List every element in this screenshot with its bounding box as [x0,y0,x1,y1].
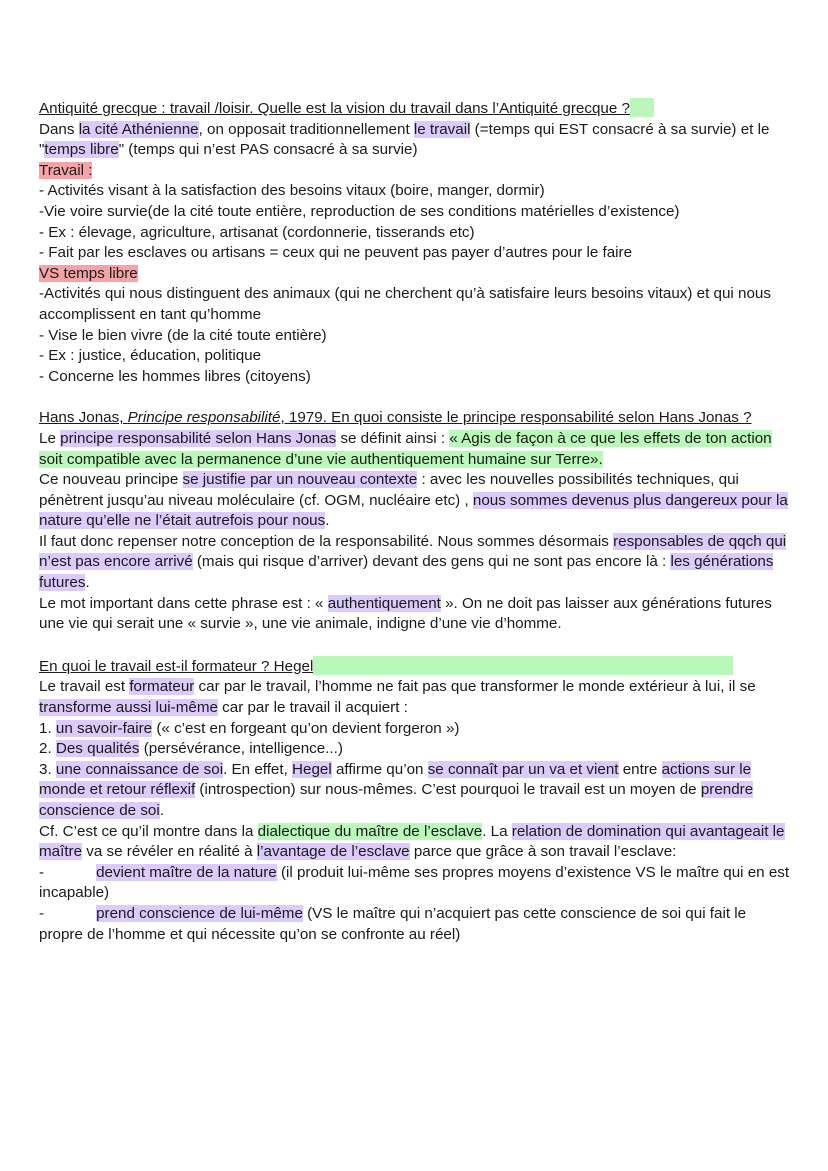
highlight: la cité Athénienne [78,120,199,138]
highlight: une connaissance de soi [55,760,224,778]
highlight: relation de domination qui avantageait le maître [39,822,785,861]
list-item: - Vise le bien vivre (de la cité toute entière) [39,326,327,344]
highlight: responsables de qqch qui n’est pas encore arrivé [39,532,787,571]
section-heading-jonas: Hans Jonas, Principe responsabilité, 1979. En quoi consiste le principe responsabilité selon Hans Jonas ? [39,409,752,427]
highlight: le travail [413,120,471,138]
list-item: 2. Des qualités (persévérance, intelligence...) [39,740,343,758]
highlight: transforme aussi lui-même [39,699,218,717]
label-temps-libre: VS temps libre [39,264,138,282]
section-heading-antiquite: Antiquité grecque : travail /loisir. Quelle est la vision du travail dans l’Antiquité grecque ? [39,100,630,117]
list-item: -Vie voire survie(de la cité toute entière, reproduction de ses conditions matérielles d’existence) [39,202,680,220]
paragraph: Dans la cité Athénienne, on opposait traditionnellement le travail (=temps qui EST consacré à sa survie) et le "temps libre" (temps qui n’est PAS consacré à sa survie) [39,120,770,159]
section-heading-hegel: En quoi le travail est-il formateur ? Hegel [39,656,791,678]
highlight: dialectique du maître de l’esclave [257,822,483,840]
paragraph: Le principe responsabilité selon Hans Jonas se définit ainsi : « Agis de façon à ce que les effets de ton action soit compatible avec la permanence d’une vie authentiquement humaine sur Terre». [39,429,772,468]
quote-highlight: « Agis de façon à ce que les effets de ton action soit compatible avec la permanence d’une vie authentiquement humaine sur Terre». [39,429,772,468]
highlight: nous sommes devenus plus dangereux pour la nature qu’elle ne l’était autrefois pour nous [39,491,788,530]
highlight: prendre conscience de soi [39,781,754,819]
highlight: un savoir-faire [55,719,153,737]
list-item: - Ex : justice, éducation, politique [39,347,262,365]
paragraph: Le travail est formateur car par le travail, l’homme ne fait pas que transformer le monde extérieur à lui, il se transforme aussi lui-même car par le travail il acquiert : [39,678,756,717]
highlight: formateur [129,678,195,696]
highlight: se justifie par un nouveau contexte [182,471,418,489]
highlight: devient maître de la nature [96,863,277,881]
highlight: Hegel [292,760,332,778]
section-antiquite [39,98,791,120]
paragraph: Ce nouveau principe se justifie par un nouveau contexte : avec les nouvelles possibilités techniques, qui pénètrent jusqu’au niveau moléculaire (cf. OGM, nucléaire etc) , nous sommes devenus plus dangereux pour la nature qu’elle ne l’était autrefois pour nous. [39,471,788,530]
highlight: se connaît par un va et vient [427,760,619,778]
list-item: 3. une connaissance de soi. En effet, Hegel affirme qu’on se connaît par un va et vient entre actions sur le monde et retour réflexif (introspection) sur nous-mêmes. C’est pourquoi le travail est un moyen de prendre conscience de soi. [39,760,754,819]
highlight: l’avantage de l’esclave [256,843,410,861]
list-item: - devient maître de la nature (il produit lui-même ses propres moyens d’existence VS le maître qui en est incapable) [39,863,790,902]
paragraph: Le mot important dans cette phrase est : « authentiquement ». On ne doit pas laisser aux générations futures une vie qui serait une « survie », une vie animale, indigne d’une vie d’homme. [39,594,772,633]
notes-content [39,98,791,945]
label-travail: Travail : [39,161,93,179]
list-item: - Concerne les hommes libres (citoyens) [39,367,311,385]
heading-highlight-fill [630,98,654,117]
highlight: Des qualités [55,740,140,758]
list-item: - Ex : élevage, agriculture, artisanat (cordonnerie, tisserands etc) [39,223,475,241]
list-item: 1. un savoir-faire (« c’est en forgeant qu’on devient forgeron ») [39,719,460,737]
list-item: -Activités qui nous distinguent des animaux (qui ne cherchent qu’à satisfaire leurs besoins vitaux) et qui nous accomplissent en tant qu’homme [39,285,771,323]
paragraph: Il faut donc repenser notre conception de la responsabilité. Nous sommes désormais responsables de qqch qui n’est pas encore arrivé (mais qui risque d’arriver) devant des gens qui ne sont pas encore là : les générations futures. [39,532,787,592]
highlight: authentiquement [327,594,441,612]
list-item: - Fait par les esclaves ou artisans = ceux qui ne peuvent pas payer d’autres pour le faire [39,244,633,262]
list-item: - prend conscience de lui-même (VS le maître qui n’acquiert pas cette conscience de soi qui fait le propre de l’homme et qui nécessite qu’on se confronte au réel) [39,904,747,943]
paragraph: Cf. C’est ce qu’il montre dans la dialectique du maître de l’esclave. La relation de domination qui avantageait le maître va se révéler en réalité à l’avantage de l’esclave parce que grâce à son travail l’esclave: [39,822,785,861]
highlight: principe responsabilité selon Hans Jonas [60,429,337,447]
highlight: prend conscience de lui-même [96,904,303,922]
heading-highlight-fill [313,656,733,675]
highlight: temps libre [44,141,119,159]
highlight: actions sur le monde et retour réflexif [39,760,752,799]
list-item: - Activités visant à la satisfaction des besoins vitaux (boire, manger, dormir) [39,182,545,200]
highlight: les générations futures [39,553,774,592]
